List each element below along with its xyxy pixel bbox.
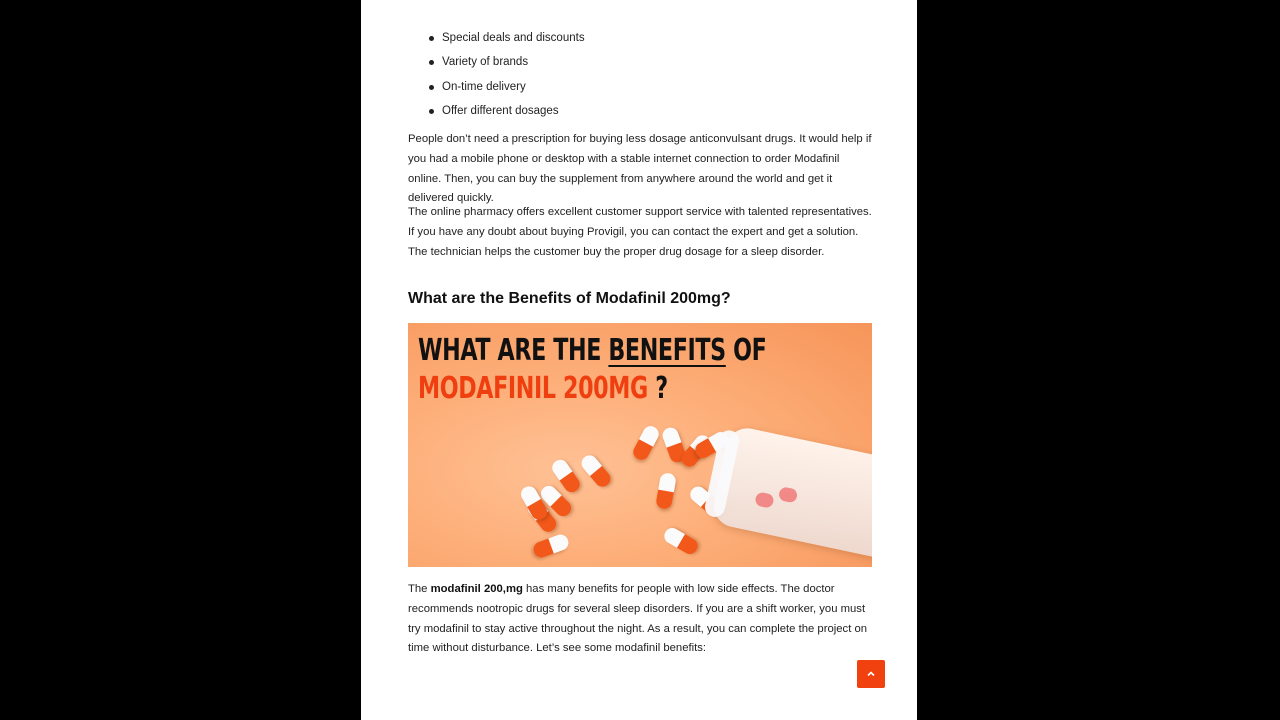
capsule-icon (531, 532, 570, 559)
hero-title-line-1: WHAT ARE THE BENEFITS OF (418, 333, 767, 368)
article-page (361, 0, 917, 720)
capsule-icon (754, 491, 775, 508)
paragraph-benefits-intro: The modafinil 200,mg has many benefits for people with low side effects. The doctor recommends nootropic drugs for several sleep disorders. If you are a shift worker, you must try modafinil to stay active throughout the night. As a result, you can complete the project on time without disturbance. Let’s see some modafinil benefits: (408, 583, 868, 655)
benefits-hero-image (408, 323, 872, 567)
capsule-icon (661, 525, 700, 557)
bold-term: modafinil 200,mg (430, 583, 523, 595)
chevron-up-icon (866, 669, 876, 679)
hero-title-line-2: MODAFINIL 200MG ? (418, 371, 668, 406)
capsule-icon (630, 423, 661, 462)
list-item: Offer different dosages (442, 99, 585, 123)
list-item: Variety of brands (442, 50, 585, 74)
capsule-icon (778, 486, 799, 503)
paragraph-prescription: People don’t need a prescription for buying less dosage anticonvulsant drugs. It would help if you had a mobile phone or desktop with a stable internet connection to order Modafinil online. Then, you can buy the supplement from anywhere around the world and get it delivered quickly. (408, 133, 872, 205)
section-heading: What are the Benefits of Modafinil 200mg? (408, 290, 731, 307)
feature-list (442, 26, 585, 123)
list-item: Special deals and discounts (442, 26, 585, 50)
capsule-icon (578, 452, 613, 490)
list-item: On-time delivery (442, 75, 585, 99)
capsule-icon (655, 472, 677, 510)
pill-bottle-icon (710, 424, 872, 561)
paragraph-support: The online pharmacy offers excellent customer support service with talented representatives. If you have any doubt about buying Provigil, you can contact the expert and get a solution. The technician helps the customer buy the proper drug dosage for a sleep disorder. (408, 206, 872, 258)
back-to-top-button[interactable] (857, 660, 885, 688)
